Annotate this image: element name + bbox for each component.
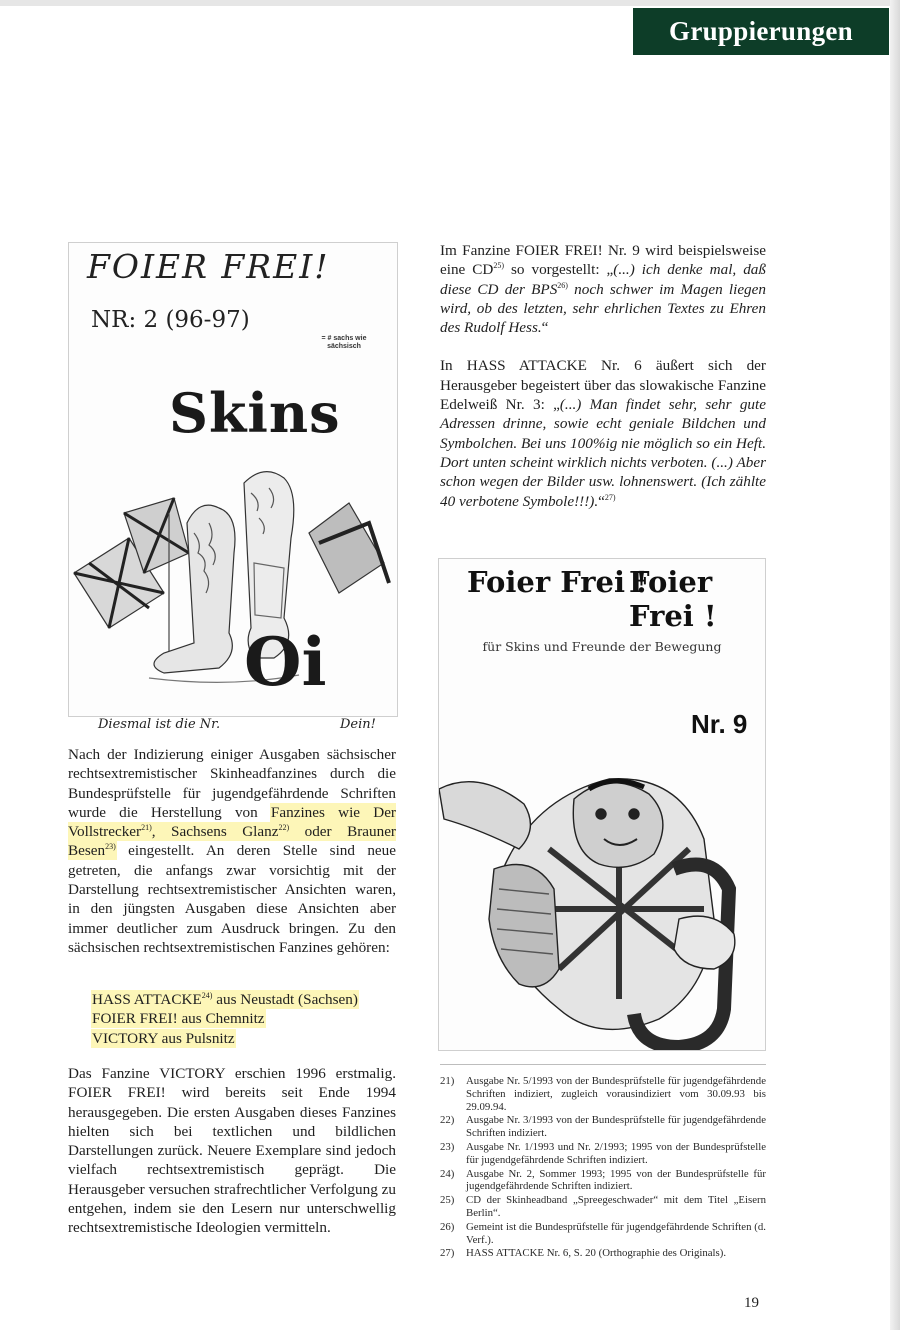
page-number: 19 <box>744 1295 759 1311</box>
right-column-text <box>440 241 766 511</box>
list-item: FOIER FREI! aus Chemnitz <box>92 1010 265 1028</box>
footnote: 26) Gemeint ist die Bundesprüfstelle für jugendgefährdende Schriften (d. Verf.). <box>440 1220 766 1246</box>
paragraph-victory: Das Fanzine VICTORY erschien 1996 erstmalig. FOIER FREI! wird bereits seit Ende 1994 herausgegeben. Die ersten Ausgaben dieses Fanzines hielten sich bei textlichen und bildlichen Darstellungen zurück. Neuere Exemplare sind jedoch vielfach rechtsextremistisch geprägt. Die Herausgeber versuchen strafrechtlicher Verfolgung zu entgehen, indem sie den Lesern nur unterschwellig rechtsextremistische Ideologien vermitteln. <box>68 1065 396 1237</box>
page-edge-right <box>890 0 900 1330</box>
fanzine-cover-foier-frei-2 <box>68 242 398 717</box>
footnote: 21) Ausgabe Nr. 5/1993 von der Bundesprüfstelle für jugendgefährdende Schriften indiziert, zugleich vorausindiziert vom 30.09.93 bis 29.09.94. <box>440 1075 766 1113</box>
boots-and-flags-illustration <box>69 443 397 716</box>
highlight-fanzines: Fanzines wie Der Vollstrecker$^{21)}$, Sachsens Glanz$^{22)}$ oder Brauner Besen$^{23)}$ <box>68 803 396 860</box>
paragraph-foier-frei: Im Fanzine FOIER FREI! Nr. 9 wird beispielsweise eine CD$^{25)}$ so vorgestellt: „(...) ich denke mal, daß diese CD der BPS$^{26)}$ noch schwer im Magen liegen wird, ob des letzten, sehr ehrlichen Textes zu Ehren des Rudolf Hess.“ <box>440 242 766 337</box>
footnote: 23) Ausgabe Nr. 1/1993 und Nr. 2/1993; 1995 von der Bundesprüfstelle für jugendgefährdende Schriften indiziert. <box>440 1140 766 1166</box>
cover-title-left: Foier Frei ! <box>467 565 648 599</box>
list-item: VICTORY aus Pulsnitz <box>92 1029 235 1047</box>
footnote: 25) CD der Skinheadband „Spreegeschwader“ mit dem Titel „Eisern Berlin“. <box>440 1194 766 1219</box>
cover-word-oi: Oi <box>244 623 327 701</box>
bulldog-illustration <box>439 759 765 1050</box>
footnote: 22) Ausgabe Nr. 3/1993 von der Bundesprüfstelle für jugendgefährdende Schriften indiziert. <box>440 1114 766 1140</box>
fanzine-list <box>92 990 358 1048</box>
cover-subtitle: für Skins und Freunde der Bewegung <box>482 639 722 654</box>
cover-title-right: Foier Frei ! <box>629 565 717 633</box>
footnote: 24) Ausgabe Nr. 2, Sommer 1993; 1995 von der Bundesprüfstelle für jugendgefährdende Schriften indiziert. <box>440 1167 766 1193</box>
cover-word-skins: Skins <box>169 381 341 445</box>
cover-caption: Diesmal ist die Nr. <box>98 717 221 732</box>
list-item: HASS ATTACKE$^{24)}$ aus Neustadt (Sachsen) <box>92 990 358 1008</box>
paragraph-indizierung: Nach der Indizierung einiger Ausgaben sächsischer rechtsextremistischer Skinheadfanzines durch die Bundesprüfstelle für jugendgefährdende Schriften wurde die Herstellung von Fanzines wie Der Vollstrecker$^{21)}$, Sachsens Glanz$^{22)}$ oder Brauner Besen$^{23)}$ eingestellt. An deren Stelle sind neue getreten, die anfangs zwar vorsichtig mit der Darstellung rechtsextremistischer Ansichten waren, in den jüngsten Ausgaben diese Ansichten aber immer deutlicher zum Ausdruck bringen. Zu den sächsischen rechtsextremistischen Fanzines gehören: <box>68 746 396 956</box>
cover-caption-end: Dein! <box>340 717 376 732</box>
cover-issue-number: Nr. 9 <box>691 709 748 739</box>
paragraph-hass-attacke: In HASS ATTACKE Nr. 6 äußert sich der Herausgeber begeistert über das slowakische Fanzine Edelweiß Nr. 3: „(...) Man findet sehr, sehr gute Adressen drinne, sowie echt geniale Bildchen und Symbolchen. Bei uns 100%ig nie möglich so ein Heft. Dort unten scheint wirklich nichts verboten. (...) Aber schon wegen der Bilder usw. lohnenswert. (Ich zählte 40 verbotene Symbole!!!).“$^{27)}$ <box>440 357 766 510</box>
cover-issue: NR: 2 (96-97) <box>91 307 250 333</box>
footnote: 27) HASS ATTACKE Nr. 6, S. 20 (Orthographie des Originals). <box>440 1247 727 1260</box>
cover-sachs-note: = # sachs wie sächsisch <box>321 335 367 350</box>
fanzine-cover-foier-frei-9 <box>438 558 766 1051</box>
page-edge-top <box>0 0 900 6</box>
left-column-text-2 <box>68 1064 396 1238</box>
section-title: Gruppierungen <box>633 8 889 55</box>
cover-title: FOIER FREI! <box>87 247 330 286</box>
footnotes <box>440 1075 766 1261</box>
left-column-text <box>68 745 396 957</box>
footnote-rule <box>440 1064 766 1065</box>
